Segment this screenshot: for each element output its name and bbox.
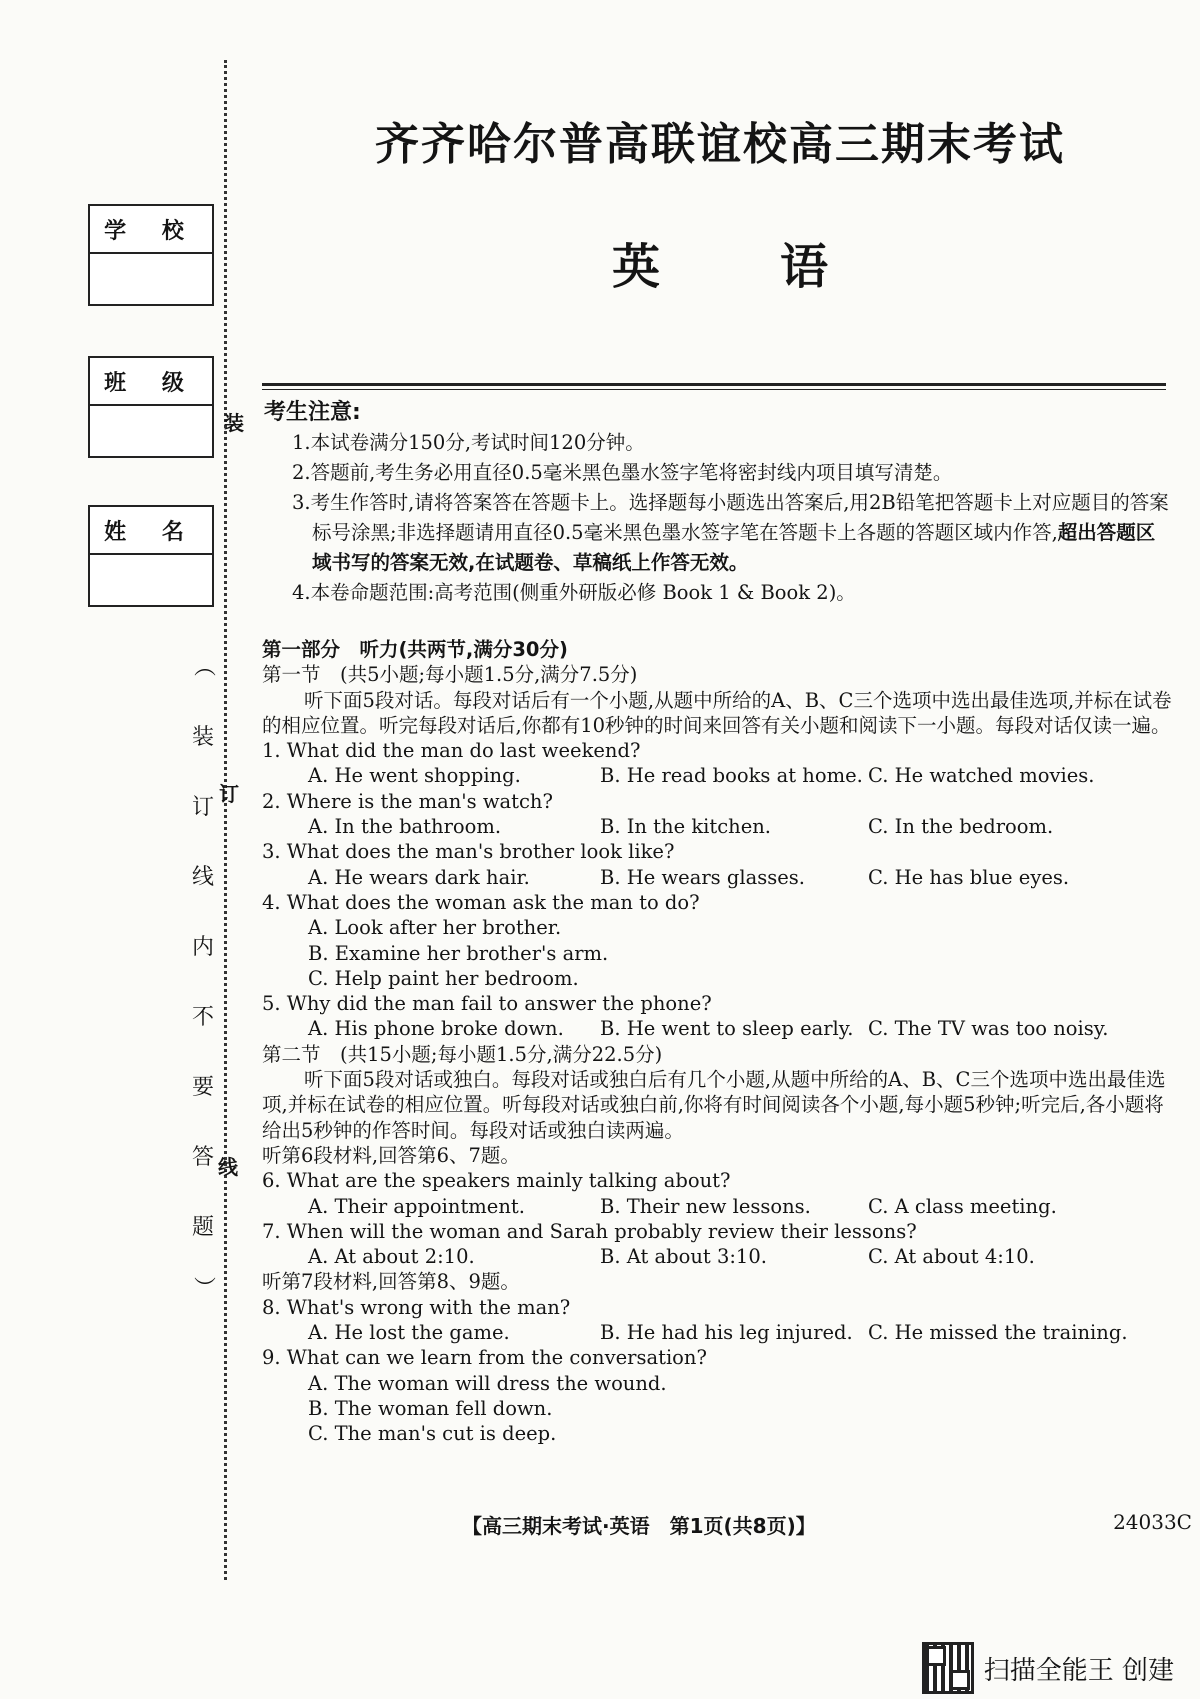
candidate-notice <box>264 398 1172 608</box>
question-8: 8. What's wrong with the man? <box>262 1295 571 1319</box>
question-2: 2. Where is the man's watch? <box>262 789 553 813</box>
bind-mark: 装 <box>224 411 244 435</box>
option-b: B. Examine her brother's arm. <box>308 941 609 965</box>
option-a: A. In the bathroom. <box>308 815 502 839</box>
class-field[interactable] <box>90 406 212 456</box>
side-text-char: 装 <box>192 725 215 750</box>
notice-item-4: 4.本卷命题范围:高考范围(侧重外研版必修 Book 1 & Book 2)。 <box>292 581 856 604</box>
question-5-options <box>262 1016 1182 1041</box>
section1-intro: 听下面5段对话。每段对话后有一个小题,从题中所给的A、B、C三个选项中选出最佳选项,并标在试卷的相应位置。听完每段对话后,你都有10秒钟的时间来回答有关小题和阅读下一小题。每段对话仅读一遍。 <box>262 688 1172 737</box>
name-box <box>88 505 214 607</box>
section2-heading: 第二节 (共15小题;每小题1.5分,满分22.5分) <box>262 1042 663 1066</box>
question-9: 9. What can we learn from the conversation? <box>262 1346 707 1370</box>
option-a: A. His phone broke down. <box>308 1017 564 1041</box>
option-b: B. In the kitchen. <box>600 815 771 839</box>
question-4: 4. What does the woman ask the man to do? <box>262 890 700 914</box>
notice-item-3-bold: 超出答题区域书写的答案无效,在试题卷、草稿纸上作答无效。 <box>312 521 1156 574</box>
notice-item-1: 1.本试卷满分150分,考试时间120分钟。 <box>292 431 645 454</box>
option-a: A. He went shopping. <box>308 764 521 788</box>
notice-item-2: 2.答题前,考生务必用直径0.5毫米黑色墨水签字笔将密封线内项目填写清楚。 <box>292 461 953 484</box>
question-6: 6. What are the speakers mainly talking about? <box>262 1169 731 1193</box>
question-7-options <box>262 1244 1182 1269</box>
qr-code-icon <box>922 1642 974 1694</box>
option-c: C. Help paint her bedroom. <box>308 966 579 990</box>
option-c: C. He missed the training. <box>868 1321 1128 1345</box>
side-text-char: 题 <box>192 1215 215 1240</box>
material-6-heading: 听第6段材料,回答第6、7题。 <box>262 1143 520 1167</box>
side-text-char: 线 <box>192 865 215 890</box>
side-text-char: 内 <box>192 935 215 960</box>
question-2-options <box>262 814 1182 839</box>
side-text-char: 要 <box>192 1075 215 1100</box>
question-3-options <box>262 865 1182 890</box>
section2-intro: 听下面5段对话或独白。每段对话或独白后有几个小题,从题中所给的A、B、C三个选项中选出最佳选项,并标在试卷的相应位置。听每段对话或独白前,你将有时间阅读各个小题,每小题5秒钟;听完后,各小题将给出5秒钟的作答时间。每段对话或独白读两遍。 <box>262 1068 1166 1142</box>
option-b: B. The woman fell down. <box>308 1396 553 1420</box>
school-box <box>88 204 214 306</box>
side-text-open-paren: ︵ <box>194 655 217 680</box>
option-b: B. Their new lessons. <box>600 1194 811 1218</box>
bind-mark: 订 <box>219 782 239 806</box>
option-a: A. Look after her brother. <box>308 916 562 940</box>
watermark-text: 扫描全能王 创建 <box>983 1655 1174 1686</box>
option-c: C. In the bedroom. <box>868 815 1054 839</box>
school-field[interactable] <box>90 254 212 304</box>
side-text-close-paren: ︶ <box>194 1277 217 1302</box>
option-b: B. He read books at home. <box>600 764 863 788</box>
side-text-char: 答 <box>192 1145 215 1170</box>
side-text-char: 不 <box>192 1005 215 1030</box>
bind-mark: 线 <box>218 1155 238 1179</box>
exam-title: 齐齐哈尔普高联谊校高三期末考试 <box>375 119 1065 170</box>
part1-heading: 第一部分 听力(共两节,满分30分) <box>262 638 568 661</box>
school-label: 学 校 <box>90 206 212 254</box>
section1-heading: 第一节 (共5小题;每小题1.5分,满分7.5分) <box>262 663 638 687</box>
notice-item-3 <box>264 488 1172 578</box>
side-text-char: 订 <box>192 795 215 820</box>
option-a: A. He wears dark hair. <box>308 865 530 889</box>
binding-dashed-line <box>224 60 227 1580</box>
option-c: C. He has blue eyes. <box>868 865 1070 889</box>
notice-item-3-text: 3.考生作答时,请将答案答在答题卡上。选择题每小题选出答案后,用2B铅笔把答题卡上对应题目的答案标号涂黑;非选择题请用直径0.5毫米黑色墨水签字笔在答题卡上各题的答题区域内作答, <box>292 491 1169 544</box>
option-b: B. At about 3:10. <box>600 1245 767 1269</box>
question-1: 1. What did the man do last weekend? <box>262 739 641 763</box>
question-7: 7. When will the woman and Sarah probably review their lessons? <box>262 1219 917 1243</box>
question-5: 5. Why did the man fail to answer the phone? <box>262 992 712 1016</box>
option-c: C. The man's cut is deep. <box>308 1422 557 1446</box>
name-field[interactable] <box>90 555 212 605</box>
question-8-options <box>262 1320 1182 1345</box>
option-c: C. He watched movies. <box>868 764 1095 788</box>
question-1-options <box>262 763 1182 788</box>
notice-heading: 考生注意: <box>264 400 361 425</box>
listening-part <box>262 637 1182 1447</box>
name-label: 姓 名 <box>90 507 212 555</box>
subject-title: 英语 <box>611 239 948 295</box>
option-c: C. The TV was too noisy. <box>868 1017 1109 1041</box>
question-6-options <box>262 1194 1182 1219</box>
option-a: A. At about 2:10. <box>308 1245 475 1269</box>
question-3: 3. What does the man's brother look like? <box>262 840 675 864</box>
header-rule-thick <box>262 383 1166 386</box>
header-rule-thin <box>262 389 1166 390</box>
option-b: B. He wears glasses. <box>600 865 805 889</box>
option-c: C. At about 4:10. <box>868 1245 1035 1269</box>
option-a: A. He lost the game. <box>308 1321 510 1345</box>
material-7-heading: 听第7段材料,回答第8、9题。 <box>262 1270 520 1294</box>
option-c: C. A class meeting. <box>868 1194 1057 1218</box>
option-a: A. Their appointment. <box>308 1194 525 1218</box>
option-a: A. The woman will dress the wound. <box>308 1371 667 1395</box>
option-b: B. He went to sleep early. <box>600 1017 854 1041</box>
footer-page-info: 【高三期末考试·英语 第1页(共8页)】 <box>462 1514 816 1538</box>
option-b: B. He had his leg injured. <box>600 1321 853 1345</box>
scanner-watermark <box>922 1642 1174 1694</box>
class-label: 班 级 <box>90 358 212 406</box>
paper-code: 24033C <box>1113 1510 1192 1534</box>
class-box <box>88 356 214 458</box>
